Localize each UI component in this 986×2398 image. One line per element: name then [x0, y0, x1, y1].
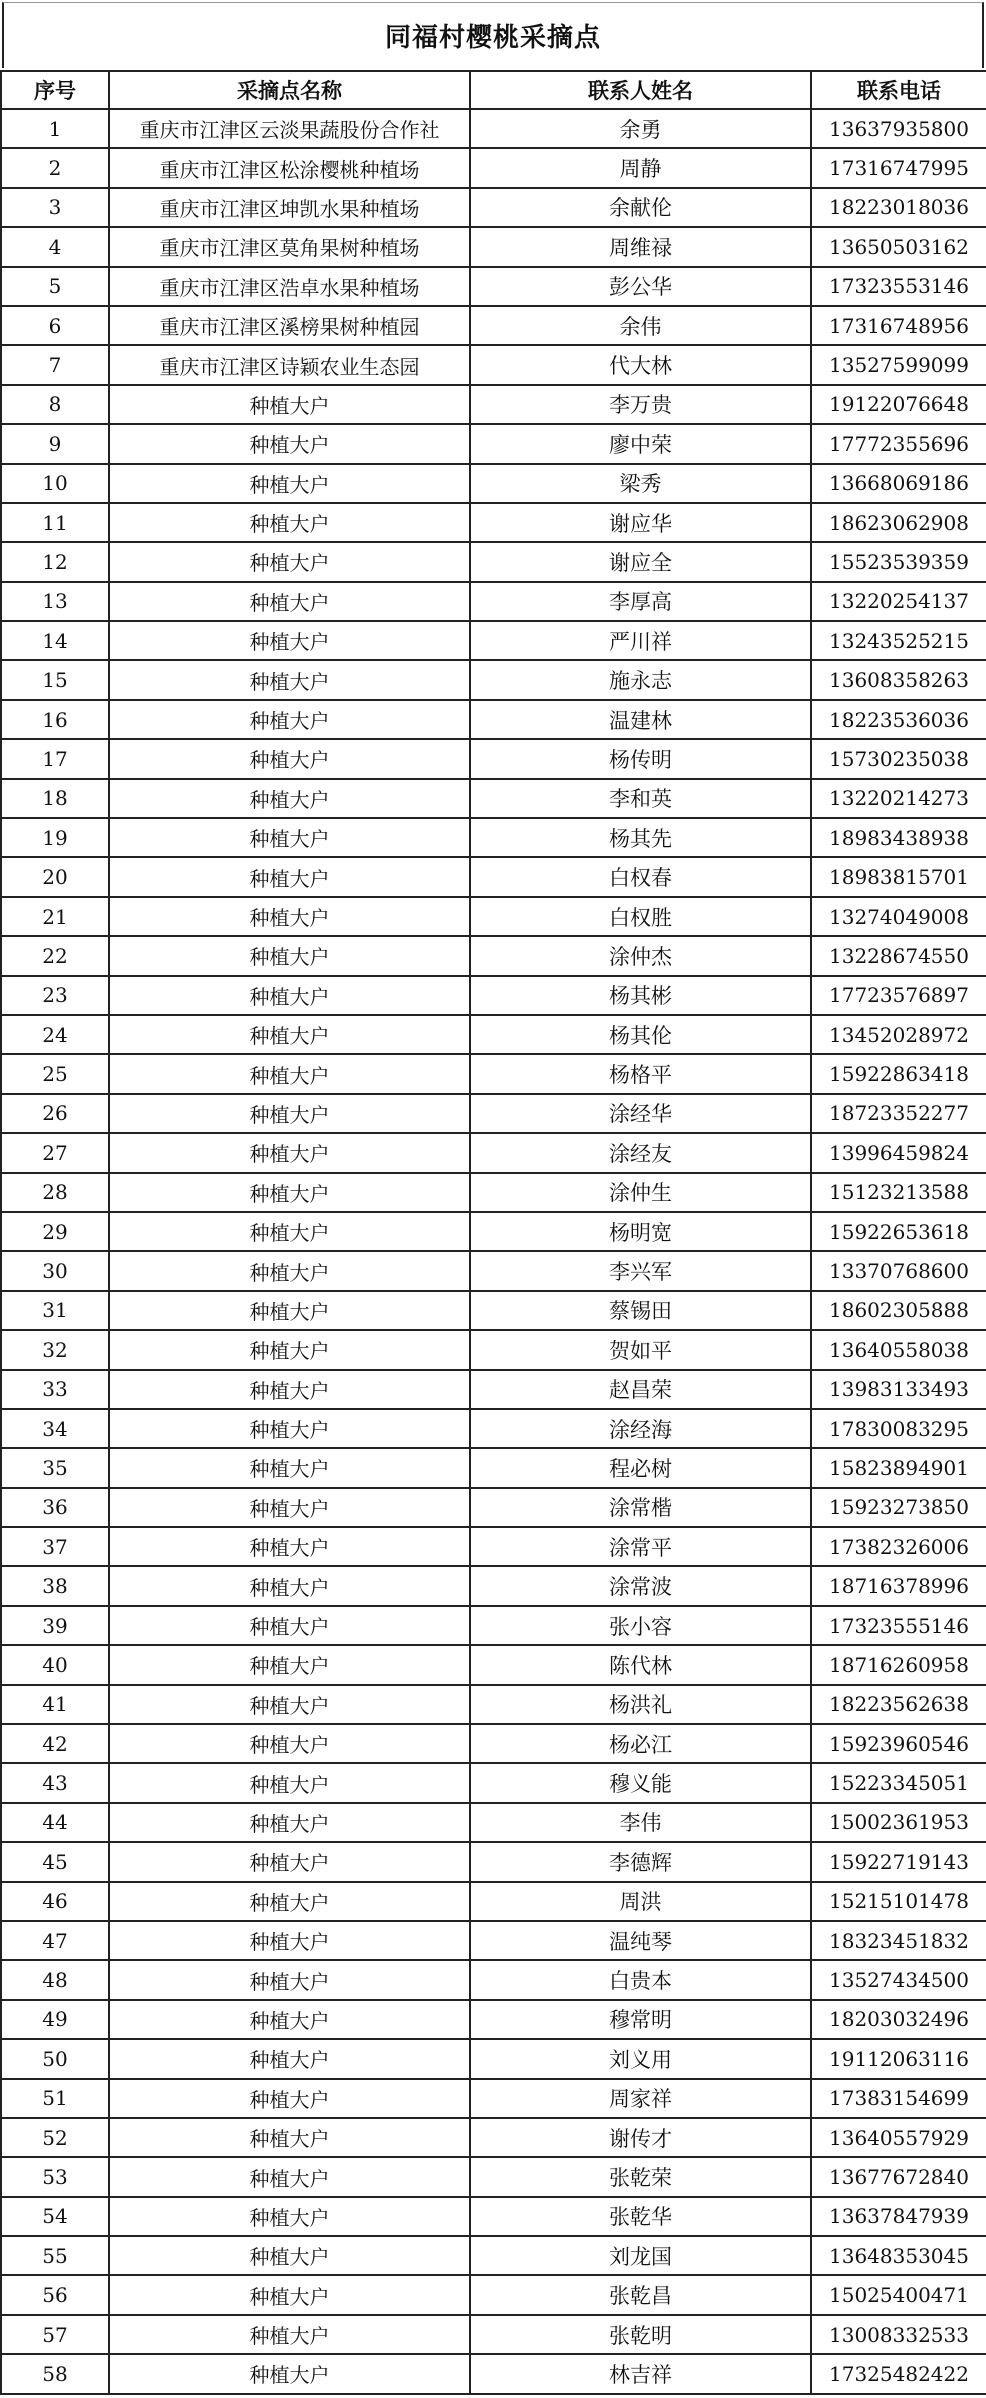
table-row: [1, 1921, 986, 1960]
cell-contact: 穆义能: [470, 1763, 811, 1802]
cell-phone: 13220254137: [811, 582, 986, 621]
cell-phone: 17323553146: [811, 267, 986, 306]
cell-seq: 17: [1, 739, 109, 778]
cell-name: 重庆市江津区诗颖农业生态园: [109, 345, 470, 384]
table-row: [1, 148, 986, 187]
cell-name: 种植大户: [109, 1488, 470, 1527]
cell-phone: 17316747995: [811, 148, 986, 187]
table-row: [1, 542, 986, 581]
cell-name: 种植大户: [109, 1054, 470, 1093]
cell-name: 重庆市江津区云淡果蔬股份合作社: [109, 109, 470, 148]
cell-phone: 17323555146: [811, 1606, 986, 1645]
cell-seq: 58: [1, 2354, 109, 2393]
cell-name: 种植大户: [109, 582, 470, 621]
table-row: [1, 976, 986, 1015]
cell-phone: 18223536036: [811, 700, 986, 739]
cell-contact: 穆常明: [470, 2000, 811, 2039]
cell-phone: 15730235038: [811, 739, 986, 778]
cell-contact: 涂常波: [470, 1566, 811, 1605]
cell-contact: 施永志: [470, 660, 811, 699]
cell-contact: 白贵本: [470, 1960, 811, 1999]
cell-name: 种植大户: [109, 1724, 470, 1763]
cell-seq: 42: [1, 1724, 109, 1763]
cell-seq: 32: [1, 1330, 109, 1369]
cell-name: 种植大户: [109, 2197, 470, 2236]
cell-seq: 10: [1, 464, 109, 503]
cell-name: 种植大户: [109, 2039, 470, 2078]
cell-seq: 39: [1, 1606, 109, 1645]
cell-phone: 15523539359: [811, 542, 986, 581]
cell-seq: 23: [1, 976, 109, 1015]
cell-contact: 赵昌荣: [470, 1370, 811, 1409]
cell-contact: 周家祥: [470, 2079, 811, 2118]
cell-name: 种植大户: [109, 1212, 470, 1251]
cell-contact: 谢应华: [470, 503, 811, 542]
cell-phone: 18723352277: [811, 1094, 986, 1133]
cell-contact: 陈代林: [470, 1645, 811, 1684]
table-row: [1, 1291, 986, 1330]
cell-seq: 20: [1, 857, 109, 896]
cell-seq: 21: [1, 897, 109, 936]
cell-name: 重庆市江津区松涂樱桃种植场: [109, 148, 470, 187]
cell-seq: 26: [1, 1094, 109, 1133]
table-row: [1, 2118, 986, 2157]
cell-name: 种植大户: [109, 1763, 470, 1802]
cell-contact: 谢传才: [470, 2118, 811, 2157]
cell-seq: 56: [1, 2275, 109, 2314]
cell-seq: 44: [1, 1803, 109, 1842]
table-row: [1, 1527, 986, 1566]
cell-contact: 张乾荣: [470, 2157, 811, 2196]
cell-phone: 13527599099: [811, 345, 986, 384]
cell-name: 重庆市江津区浩卓水果种植场: [109, 267, 470, 306]
table-row: [1, 1842, 986, 1881]
cell-seq: 12: [1, 542, 109, 581]
table-row: [1, 1251, 986, 1290]
cell-name: 重庆市江津区坤凯水果种植场: [109, 188, 470, 227]
cell-phone: 18323451832: [811, 1921, 986, 1960]
cell-phone: 13648353045: [811, 2236, 986, 2275]
table-row: [1, 1645, 986, 1684]
cell-phone: 17382326006: [811, 1527, 986, 1566]
cell-contact: 张乾明: [470, 2315, 811, 2354]
cell-contact: 张乾昌: [470, 2275, 811, 2314]
table-row: [1, 1054, 986, 1093]
cell-phone: 15002361953: [811, 1803, 986, 1842]
cell-contact: 林吉祥: [470, 2354, 811, 2393]
cell-name: 种植大户: [109, 1960, 470, 1999]
cell-name: 种植大户: [109, 1566, 470, 1605]
cell-contact: 杨传明: [470, 739, 811, 778]
cell-phone: 15025400471: [811, 2275, 986, 2314]
cell-phone: 13008332533: [811, 2315, 986, 2354]
cell-name: 种植大户: [109, 2275, 470, 2314]
cell-seq: 19: [1, 818, 109, 857]
cell-name: 种植大户: [109, 976, 470, 1015]
cell-contact: 杨明宽: [470, 1212, 811, 1251]
cell-phone: 15923273850: [811, 1488, 986, 1527]
cell-contact: 白权春: [470, 857, 811, 896]
cell-phone: 18223018036: [811, 188, 986, 227]
cell-contact: 余勇: [470, 109, 811, 148]
cell-seq: 38: [1, 1566, 109, 1605]
cell-contact: 温纯琴: [470, 1921, 811, 1960]
cell-contact: 周维禄: [470, 227, 811, 266]
cell-name: 种植大户: [109, 1133, 470, 1172]
cell-seq: 9: [1, 424, 109, 463]
cell-phone: 17316748956: [811, 306, 986, 345]
table-row: [1, 2000, 986, 2039]
cell-seq: 8: [1, 385, 109, 424]
table-row: [1, 936, 986, 975]
cell-seq: 46: [1, 1882, 109, 1921]
table-row: [1, 1763, 986, 1802]
cell-name: 种植大户: [109, 385, 470, 424]
cell-seq: 22: [1, 936, 109, 975]
cell-name: 种植大户: [109, 779, 470, 818]
table-row: [1, 1370, 986, 1409]
cell-seq: 53: [1, 2157, 109, 2196]
table-row: [1, 1685, 986, 1724]
cell-contact: 李伟: [470, 1803, 811, 1842]
cell-seq: 24: [1, 1015, 109, 1054]
cell-seq: 16: [1, 700, 109, 739]
table-row: [1, 2315, 986, 2354]
cell-contact: 梁秀: [470, 464, 811, 503]
table-row: [1, 1803, 986, 1842]
table-row: [1, 2236, 986, 2275]
cell-contact: 涂仲生: [470, 1173, 811, 1212]
cell-phone: 13243525215: [811, 621, 986, 660]
cell-seq: 36: [1, 1488, 109, 1527]
table-row: [1, 345, 986, 384]
cell-name: 种植大户: [109, 818, 470, 857]
cell-seq: 2: [1, 148, 109, 187]
cell-seq: 5: [1, 267, 109, 306]
table-row: [1, 1330, 986, 1369]
header-name: 采摘点名称: [109, 71, 470, 109]
cell-contact: 涂经友: [470, 1133, 811, 1172]
table-row: [1, 1960, 986, 1999]
cell-name: 种植大户: [109, 1606, 470, 1645]
table-row: [1, 109, 986, 148]
cell-name: 种植大户: [109, 2315, 470, 2354]
cell-name: 种植大户: [109, 1685, 470, 1724]
cell-contact: 杨其先: [470, 818, 811, 857]
cell-seq: 55: [1, 2236, 109, 2275]
header-contact: 联系人姓名: [470, 71, 811, 109]
cell-name: 种植大户: [109, 700, 470, 739]
cell-phone: 19122076648: [811, 385, 986, 424]
cell-name: 种植大户: [109, 1921, 470, 1960]
table-row: [1, 385, 986, 424]
cell-phone: 18716378996: [811, 1566, 986, 1605]
cell-phone: 13527434500: [811, 1960, 986, 1999]
cell-seq: 29: [1, 1212, 109, 1251]
table-row: [1, 2197, 986, 2236]
cell-seq: 35: [1, 1448, 109, 1487]
cell-name: 种植大户: [109, 660, 470, 699]
cell-phone: 13650503162: [811, 227, 986, 266]
table-row: [1, 582, 986, 621]
cell-phone: 15123213588: [811, 1173, 986, 1212]
cell-phone: 13452028972: [811, 1015, 986, 1054]
cell-phone: 13996459824: [811, 1133, 986, 1172]
table-row: [1, 1409, 986, 1448]
cell-seq: 3: [1, 188, 109, 227]
cell-seq: 28: [1, 1173, 109, 1212]
table-row: [1, 1133, 986, 1172]
table-row: [1, 621, 986, 660]
cell-contact: 李万贵: [470, 385, 811, 424]
cell-phone: 15215101478: [811, 1882, 986, 1921]
table-row: [1, 700, 986, 739]
cell-contact: 刘义用: [470, 2039, 811, 2078]
cell-seq: 45: [1, 1842, 109, 1881]
cell-contact: 贺如平: [470, 1330, 811, 1369]
cell-name: 种植大户: [109, 2000, 470, 2039]
cell-contact: 李德辉: [470, 1842, 811, 1881]
picking-points-table: [0, 70, 986, 2395]
cell-phone: 17772355696: [811, 424, 986, 463]
cell-name: 种植大户: [109, 1370, 470, 1409]
cell-phone: 13637847939: [811, 2197, 986, 2236]
table-row: [1, 464, 986, 503]
cell-name: 种植大户: [109, 1015, 470, 1054]
cell-contact: 周洪: [470, 1882, 811, 1921]
header-seq: 序号: [1, 71, 109, 109]
cell-name: 种植大户: [109, 542, 470, 581]
cell-phone: 13274049008: [811, 897, 986, 936]
cell-contact: 涂仲杰: [470, 936, 811, 975]
cell-phone: 15922719143: [811, 1842, 986, 1881]
table-row: [1, 1566, 986, 1605]
cell-name: 种植大户: [109, 1291, 470, 1330]
cell-contact: 杨必江: [470, 1724, 811, 1763]
cell-phone: 15922653618: [811, 1212, 986, 1251]
cell-phone: 15922863418: [811, 1054, 986, 1093]
table-row: [1, 1882, 986, 1921]
table-row: [1, 1173, 986, 1212]
cell-contact: 代大林: [470, 345, 811, 384]
cell-contact: 涂常平: [470, 1527, 811, 1566]
cell-phone: 17325482422: [811, 2354, 986, 2393]
cell-seq: 41: [1, 1685, 109, 1724]
table-row: [1, 660, 986, 699]
table-body: [1, 109, 986, 2394]
cell-phone: 13228674550: [811, 936, 986, 975]
table-row: [1, 2157, 986, 2196]
cell-contact: 白权胜: [470, 897, 811, 936]
cell-name: 种植大户: [109, 2157, 470, 2196]
page-title: 同福村樱桃采摘点: [0, 0, 986, 72]
table-row: [1, 1606, 986, 1645]
cell-contact: 周静: [470, 148, 811, 187]
cell-name: 重庆市江津区莫角果树种植场: [109, 227, 470, 266]
cell-name: 种植大户: [109, 621, 470, 660]
cell-phone: 17723576897: [811, 976, 986, 1015]
cell-name: 种植大户: [109, 1409, 470, 1448]
table-row: [1, 1015, 986, 1054]
table-row: [1, 1724, 986, 1763]
cell-contact: 余献伦: [470, 188, 811, 227]
table-row: [1, 267, 986, 306]
cell-phone: 13637935800: [811, 109, 986, 148]
table-row: [1, 2275, 986, 2314]
cell-contact: 刘龙国: [470, 2236, 811, 2275]
table-row: [1, 857, 986, 896]
cell-phone: 13220214273: [811, 779, 986, 818]
cell-seq: 52: [1, 2118, 109, 2157]
cell-contact: 张小容: [470, 1606, 811, 1645]
cell-seq: 30: [1, 1251, 109, 1290]
cell-contact: 严川祥: [470, 621, 811, 660]
cell-phone: 13640558038: [811, 1330, 986, 1369]
cell-name: 种植大户: [109, 2354, 470, 2393]
table-row: [1, 2354, 986, 2393]
table-row: [1, 1212, 986, 1251]
table-row: [1, 739, 986, 778]
cell-phone: 18623062908: [811, 503, 986, 542]
cell-contact: 涂经海: [470, 1409, 811, 1448]
cell-name: 种植大户: [109, 1330, 470, 1369]
cell-name: 种植大户: [109, 1448, 470, 1487]
cell-seq: 18: [1, 779, 109, 818]
cell-seq: 11: [1, 503, 109, 542]
cell-seq: 1: [1, 109, 109, 148]
header-phone: 联系电话: [811, 71, 986, 109]
cell-phone: 19112063116: [811, 2039, 986, 2078]
cell-seq: 13: [1, 582, 109, 621]
cell-phone: 18983438938: [811, 818, 986, 857]
cell-contact: 彭公华: [470, 267, 811, 306]
cell-seq: 33: [1, 1370, 109, 1409]
cell-contact: 杨其伦: [470, 1015, 811, 1054]
cell-name: 种植大户: [109, 739, 470, 778]
cell-name: 种植大户: [109, 1094, 470, 1133]
cell-name: 种植大户: [109, 1173, 470, 1212]
table-row: [1, 1488, 986, 1527]
cell-name: 种植大户: [109, 1803, 470, 1842]
cell-name: 重庆市江津区溪榜果树种植园: [109, 306, 470, 345]
cell-seq: 48: [1, 1960, 109, 1999]
cell-name: 种植大户: [109, 1645, 470, 1684]
cell-phone: 18203032496: [811, 2000, 986, 2039]
cell-seq: 50: [1, 2039, 109, 2078]
cell-contact: 余伟: [470, 306, 811, 345]
cell-contact: 李兴军: [470, 1251, 811, 1290]
cell-name: 种植大户: [109, 1251, 470, 1290]
cell-contact: 涂常楷: [470, 1488, 811, 1527]
cell-name: 种植大户: [109, 464, 470, 503]
cell-contact: 杨格平: [470, 1054, 811, 1093]
cell-contact: 张乾华: [470, 2197, 811, 2236]
cell-phone: 15823894901: [811, 1448, 986, 1487]
cell-seq: 49: [1, 2000, 109, 2039]
cell-phone: 13677672840: [811, 2157, 986, 2196]
cell-phone: 17383154699: [811, 2079, 986, 2118]
cell-phone: 13370768600: [811, 1251, 986, 1290]
cell-seq: 15: [1, 660, 109, 699]
table-row: [1, 1094, 986, 1133]
cell-contact: 温建林: [470, 700, 811, 739]
cell-seq: 51: [1, 2079, 109, 2118]
cell-seq: 6: [1, 306, 109, 345]
cell-seq: 34: [1, 1409, 109, 1448]
cell-name: 种植大户: [109, 2236, 470, 2275]
cell-name: 种植大户: [109, 2118, 470, 2157]
cell-seq: 40: [1, 1645, 109, 1684]
cell-contact: 杨洪礼: [470, 1685, 811, 1724]
cell-contact: 蔡锡田: [470, 1291, 811, 1330]
cell-name: 种植大户: [109, 1882, 470, 1921]
cell-phone: 13668069186: [811, 464, 986, 503]
cell-seq: 43: [1, 1763, 109, 1802]
cell-name: 种植大户: [109, 1527, 470, 1566]
cell-seq: 47: [1, 1921, 109, 1960]
cell-seq: 31: [1, 1291, 109, 1330]
cell-phone: 18602305888: [811, 1291, 986, 1330]
cell-name: 种植大户: [109, 857, 470, 896]
cell-contact: 涂经华: [470, 1094, 811, 1133]
table-row: [1, 1448, 986, 1487]
cell-seq: 37: [1, 1527, 109, 1566]
cell-seq: 14: [1, 621, 109, 660]
table-header-row: [1, 71, 986, 109]
cell-contact: 李厚高: [470, 582, 811, 621]
table-row: [1, 2039, 986, 2078]
cell-seq: 54: [1, 2197, 109, 2236]
cell-contact: 杨其彬: [470, 976, 811, 1015]
cell-contact: 廖中荣: [470, 424, 811, 463]
cell-seq: 27: [1, 1133, 109, 1172]
cell-contact: 李和英: [470, 779, 811, 818]
table-row: [1, 2079, 986, 2118]
cell-seq: 7: [1, 345, 109, 384]
cell-name: 种植大户: [109, 424, 470, 463]
cell-contact: 程必树: [470, 1448, 811, 1487]
cell-name: 种植大户: [109, 503, 470, 542]
cell-phone: 15923960546: [811, 1724, 986, 1763]
cell-name: 种植大户: [109, 1842, 470, 1881]
table-row: [1, 306, 986, 345]
table-row: [1, 779, 986, 818]
cell-phone: 18983815701: [811, 857, 986, 896]
cell-phone: 13983133493: [811, 1370, 986, 1409]
cell-phone: 13608358263: [811, 660, 986, 699]
cell-phone: 18223562638: [811, 1685, 986, 1724]
cell-name: 种植大户: [109, 2079, 470, 2118]
table-row: [1, 227, 986, 266]
cell-name: 种植大户: [109, 897, 470, 936]
cell-phone: 13640557929: [811, 2118, 986, 2157]
cell-name: 种植大户: [109, 936, 470, 975]
table-row: [1, 188, 986, 227]
table-row: [1, 503, 986, 542]
table-row: [1, 818, 986, 857]
table-row: [1, 424, 986, 463]
cell-contact: 谢应全: [470, 542, 811, 581]
cell-seq: 25: [1, 1054, 109, 1093]
table-row: [1, 897, 986, 936]
cell-phone: 18716260958: [811, 1645, 986, 1684]
cell-phone: 15223345051: [811, 1763, 986, 1802]
cell-phone: 17830083295: [811, 1409, 986, 1448]
cell-seq: 4: [1, 227, 109, 266]
cell-seq: 57: [1, 2315, 109, 2354]
